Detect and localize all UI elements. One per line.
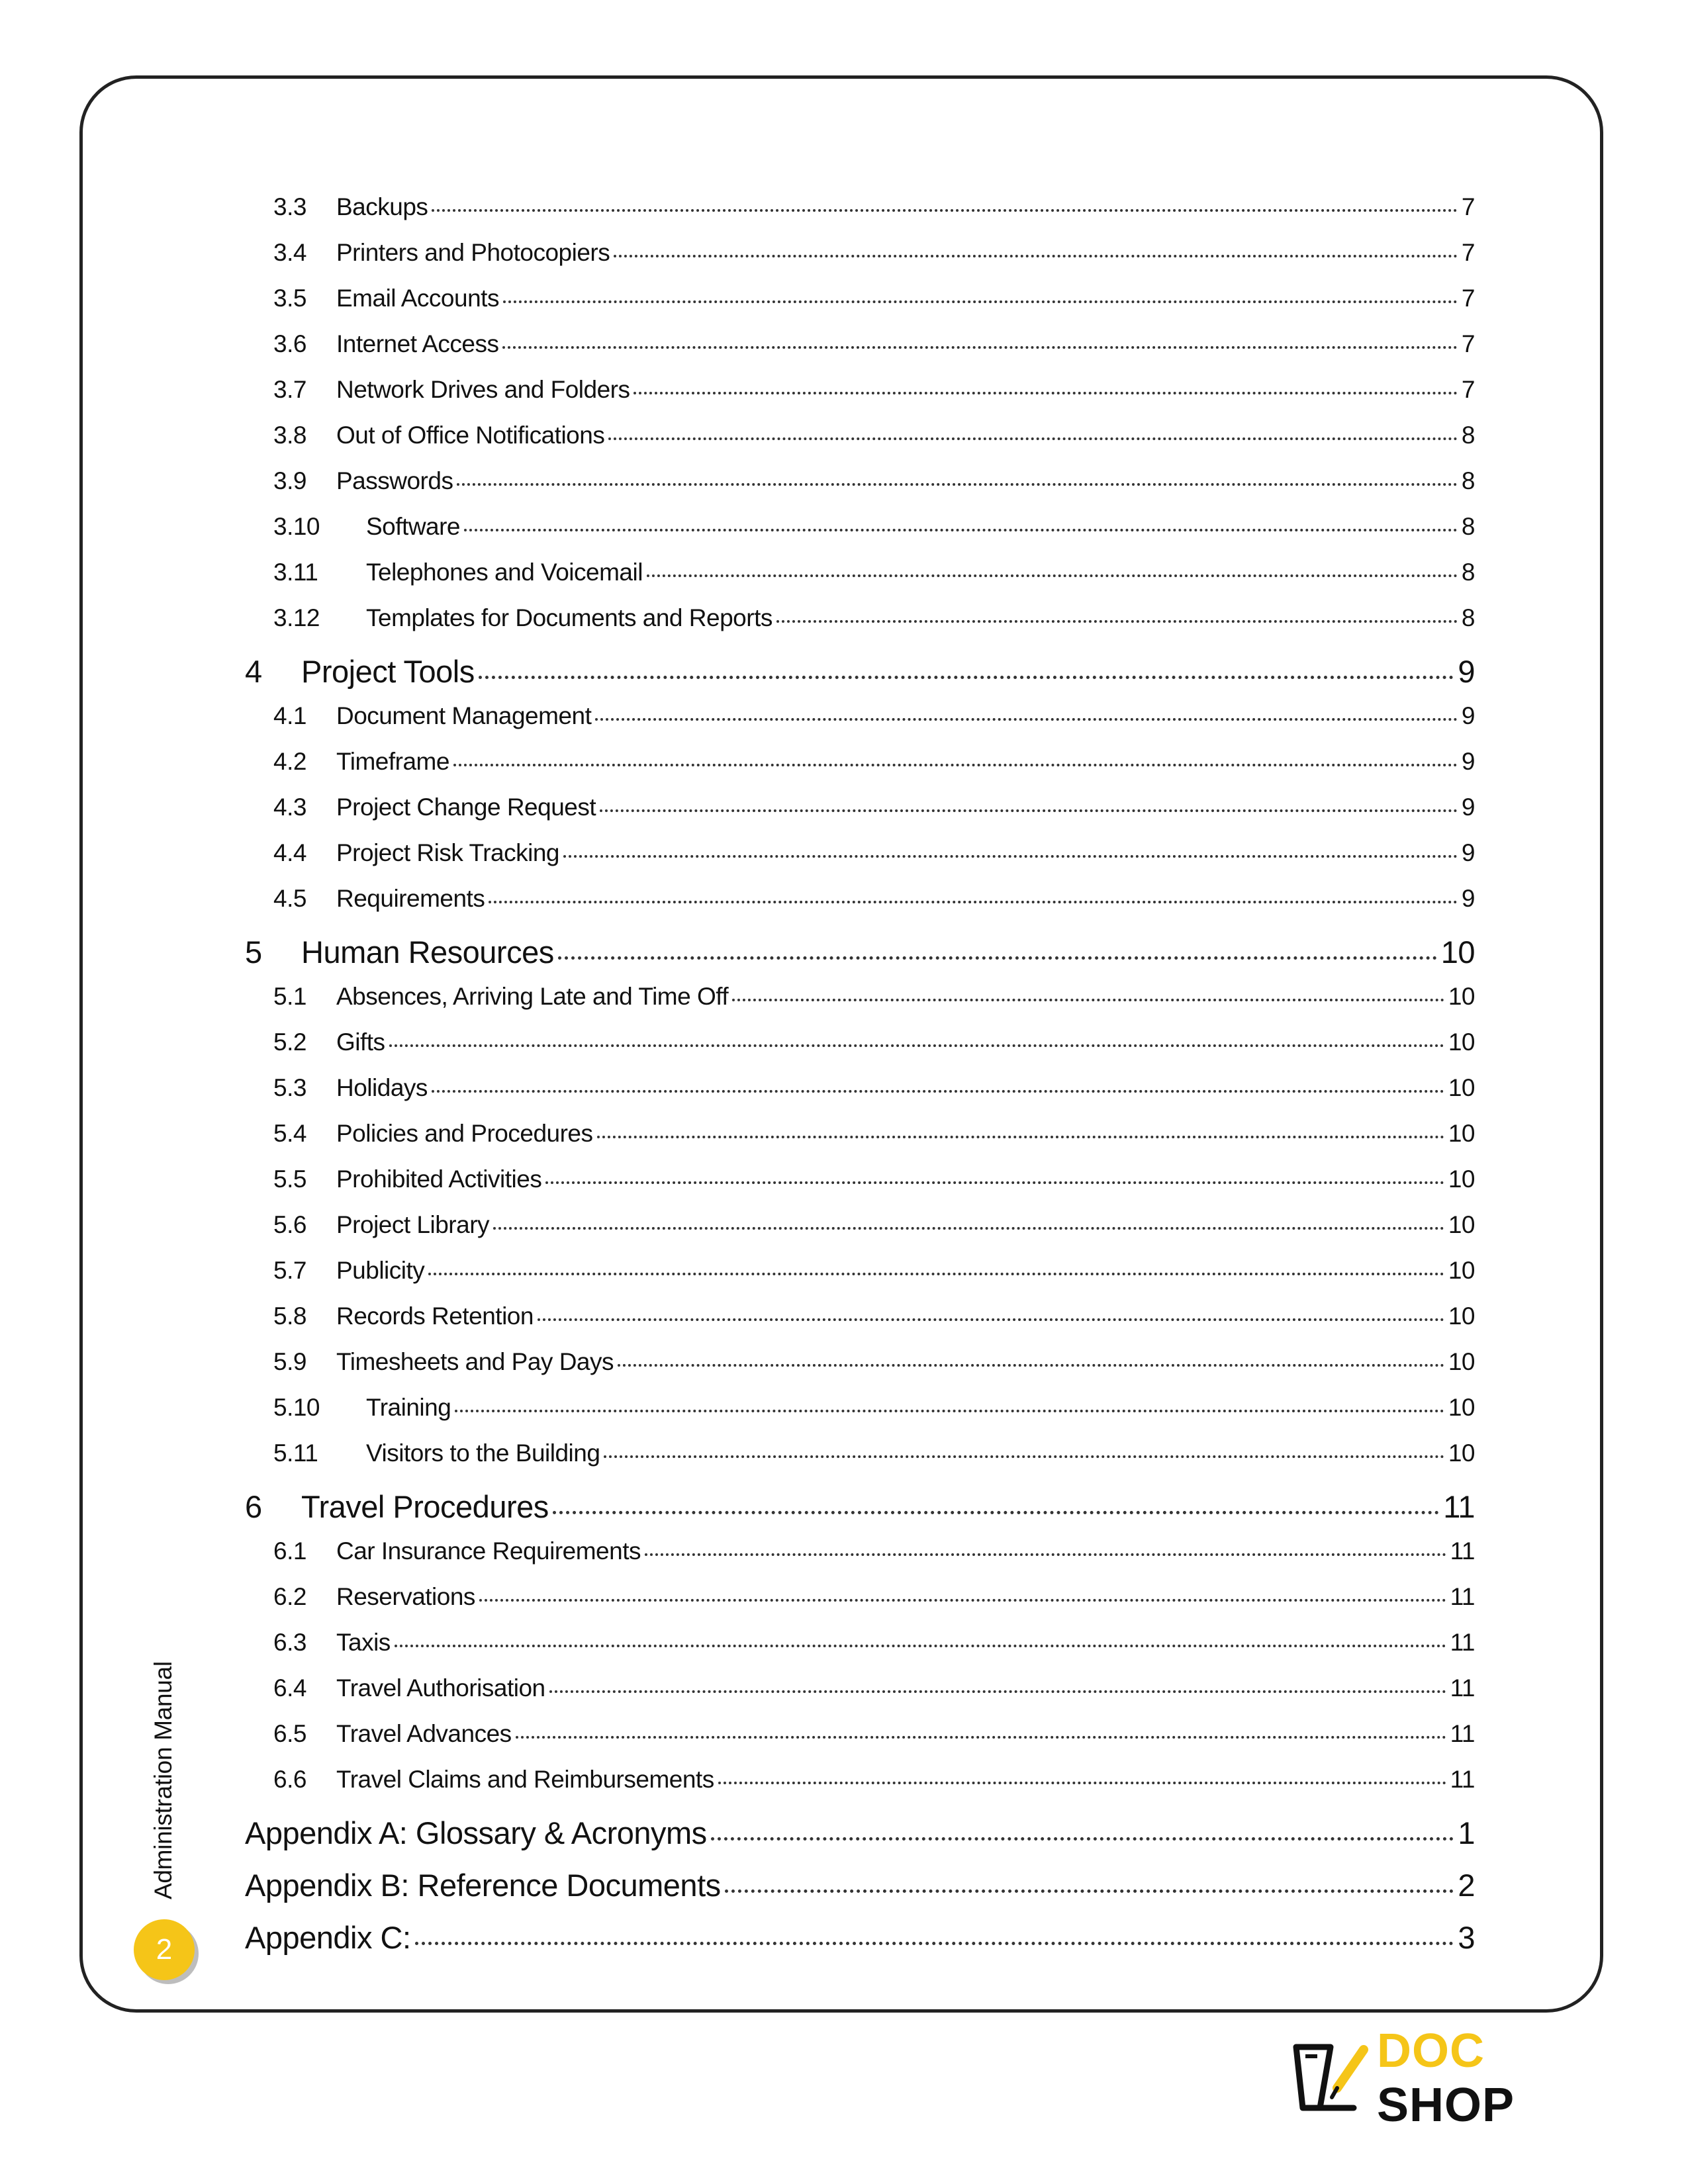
toc-dot-leader (618, 1364, 1444, 1367)
toc-entry-page: 8 (1461, 513, 1475, 540)
toc-entry-title: Travel Procedures (301, 1489, 549, 1524)
toc-entry-number: 5.7 (273, 1257, 306, 1284)
toc-entry-title: Prohibited Activities (336, 1165, 542, 1193)
toc-entry[interactable] (245, 934, 1475, 970)
toc-entry-number: 4 (245, 654, 262, 689)
toc-dot-leader (395, 1645, 1446, 1647)
toc-dot-leader (633, 392, 1457, 394)
toc-entry-number: 3.6 (273, 330, 306, 357)
toc-entry[interactable] (245, 1074, 1475, 1102)
toc-entry[interactable] (245, 1919, 1475, 1956)
toc-dot-leader (389, 1044, 1444, 1047)
toc-entry-title: Travel Advances (336, 1720, 512, 1747)
toc-entry-title: Appendix B: Reference Documents (245, 1868, 721, 1903)
toc-entry-title: Passwords (336, 467, 453, 494)
page-number-badge: 2 (134, 1919, 195, 1980)
toc-entry-page: 11 (1450, 1583, 1475, 1610)
toc-entry-page: 10 (1448, 1348, 1475, 1375)
toc-entry[interactable] (245, 1766, 1475, 1794)
toc-entry-title: Car Insurance Requirements (336, 1537, 641, 1565)
toc-entry-title: Timesheets and Pay Days (336, 1348, 614, 1375)
toc-entry-title: Out of Office Notifications (336, 422, 605, 449)
toc-entry-page: 10 (1448, 1120, 1475, 1147)
toc-entry-page: 8 (1461, 467, 1475, 494)
toc-entry[interactable] (245, 748, 1475, 776)
toc-entry-number: 3.10 (273, 513, 320, 540)
toc-dot-leader (645, 1553, 1446, 1556)
toc-entry[interactable] (245, 1257, 1475, 1285)
toc-entry-number: 3.8 (273, 422, 306, 449)
toc-entry-title: Travel Authorisation (336, 1674, 545, 1702)
toc-entry[interactable] (245, 1394, 1475, 1422)
toc-entry-page: 10 (1448, 1257, 1475, 1284)
toc-entry-number: 4.4 (273, 839, 306, 866)
toc-entry-title: Training (366, 1394, 451, 1421)
toc-dot-leader (711, 1837, 1454, 1841)
toc-dot-leader (503, 300, 1458, 303)
toc-entry-number: 3.5 (273, 285, 306, 312)
toc-dot-leader (432, 209, 1458, 212)
toc-entry-number: 5 (245, 934, 262, 970)
toc-entry[interactable] (245, 1302, 1475, 1330)
toc-dot-leader (453, 764, 1458, 766)
toc-entry-page: 8 (1461, 604, 1475, 631)
toc-entry-page: 10 (1448, 1028, 1475, 1056)
toc-entry-number: 3.9 (273, 467, 306, 494)
toc-entry-page: 10 (1440, 934, 1475, 970)
toc-entry-number: 5.5 (273, 1165, 306, 1193)
toc-entry-page: 9 (1458, 654, 1475, 689)
toc-entry-page: 10 (1448, 1302, 1475, 1330)
toc-entry-page: 11 (1450, 1766, 1475, 1793)
toc-entry-page: 9 (1461, 839, 1475, 866)
toc-dot-leader (732, 999, 1444, 1001)
toc-entry-number: 6 (245, 1489, 262, 1524)
toc-entry-number: 6.4 (273, 1674, 306, 1702)
toc-dot-leader (647, 574, 1458, 577)
toc-entry-title: Human Resources (301, 934, 554, 970)
toc-entry-title: Reservations (336, 1583, 475, 1610)
toc-entry[interactable] (245, 1348, 1475, 1376)
toc-entry-number: 5.11 (273, 1439, 318, 1467)
toc-entry-title: Project Tools (301, 654, 475, 689)
toc-entry-page: 8 (1461, 559, 1475, 586)
toc-entry[interactable] (245, 1211, 1475, 1239)
toc-entry[interactable] (245, 1165, 1475, 1193)
toc-entry-number: 3.4 (273, 239, 306, 266)
toc-entry-page: 10 (1448, 1439, 1475, 1467)
toc-entry-page: 11 (1450, 1629, 1475, 1656)
toc-entry[interactable] (245, 1120, 1475, 1148)
toc-entry-page: 11 (1443, 1489, 1475, 1524)
toc-dot-leader (464, 529, 1458, 531)
toc-entry[interactable] (245, 1537, 1475, 1565)
toc-dot-leader (600, 809, 1458, 812)
toc-entry-page: 7 (1461, 376, 1475, 403)
toc-entry[interactable] (245, 467, 1475, 495)
toc-entry-number: 3.11 (273, 559, 318, 586)
toc-entry[interactable] (245, 376, 1475, 404)
toc-dot-leader (432, 1090, 1444, 1093)
toc-entry-number: 6.6 (273, 1766, 306, 1793)
toc-dot-leader (725, 1889, 1454, 1893)
toc-entry-page: 10 (1448, 1394, 1475, 1421)
toc-dot-leader (479, 1599, 1446, 1602)
toc-entry-number: 5.3 (273, 1074, 306, 1101)
toc-dot-leader (563, 855, 1458, 858)
toc-entry-title: Project Risk Tracking (336, 839, 559, 866)
toc-entry-title: Project Library (336, 1211, 490, 1238)
toc-dot-leader (718, 1782, 1446, 1784)
document-title: Administration Manual (150, 1661, 177, 1899)
toc-entry[interactable] (245, 193, 1475, 221)
toc-entry-number: 5.8 (273, 1302, 306, 1330)
toc-entry-number: 5.4 (273, 1120, 306, 1147)
toc-entry-title: Printers and Photocopiers (336, 239, 610, 266)
toc-entry-page: 10 (1448, 1211, 1475, 1238)
toc-entry[interactable] (245, 983, 1475, 1011)
toc-entry-page: 7 (1461, 330, 1475, 357)
toc-entry-title: Visitors to the Building (366, 1439, 600, 1467)
toc-entry-title: Holidays (336, 1074, 428, 1101)
toc-entry-title: Backups (336, 193, 428, 220)
toc-entry-page: 7 (1461, 239, 1475, 266)
toc-entry-number: 5.9 (273, 1348, 306, 1375)
toc-entry-title: Network Drives and Folders (336, 376, 630, 403)
toc-entry-number: 6.3 (273, 1629, 306, 1656)
toc-entry-title: Software (366, 513, 461, 540)
toc-entry[interactable] (245, 1028, 1475, 1056)
toc-entry-page: 10 (1448, 983, 1475, 1010)
toc-dot-leader (428, 1273, 1444, 1275)
toc-entry-title: Records Retention (336, 1302, 534, 1330)
toc-entry-title: Templates for Documents and Reports (366, 604, 773, 631)
toc-entry[interactable] (245, 885, 1475, 913)
toc-entry-title: Internet Access (336, 330, 499, 357)
toc-entry-page: 1 (1458, 1815, 1475, 1850)
toc-entry[interactable] (245, 239, 1475, 267)
toc-entry[interactable] (245, 422, 1475, 449)
toc-entry-number: 5.1 (273, 983, 306, 1010)
toc-entry-number: 4.2 (273, 748, 306, 775)
toc-entry-number: 6.2 (273, 1583, 306, 1610)
toc-dot-leader (776, 620, 1458, 623)
toc-entry[interactable] (245, 1815, 1475, 1851)
toc-entry-title: Gifts (336, 1028, 385, 1056)
toc-entry-title: Requirements (336, 885, 485, 912)
toc-entry-number: 5.10 (273, 1394, 320, 1421)
toc-entry-title: Telephones and Voicemail (366, 559, 643, 586)
toc-entry[interactable] (245, 702, 1475, 730)
toc-entry-page: 7 (1461, 193, 1475, 220)
toc-dot-leader (516, 1736, 1446, 1739)
toc-dot-leader (538, 1318, 1444, 1321)
document-pencil-icon (1291, 2042, 1370, 2115)
toc-entry-title: Policies and Procedures (336, 1120, 593, 1147)
toc-entry[interactable] (245, 794, 1475, 821)
toc-dot-leader (608, 437, 1458, 440)
toc-entry-number: 3.3 (273, 193, 306, 220)
toc-dot-leader (549, 1690, 1446, 1693)
toc-entry-title: Project Change Request (336, 794, 596, 821)
toc-dot-leader (479, 676, 1454, 679)
toc-dot-leader (597, 1136, 1444, 1138)
toc-entry[interactable] (245, 1629, 1475, 1657)
toc-entry[interactable] (245, 1488, 1475, 1525)
toc-entry-page: 9 (1461, 748, 1475, 775)
toc-entry-page: 7 (1461, 285, 1475, 312)
toc-dot-leader (502, 346, 1457, 349)
toc-entry-number: 3.7 (273, 376, 306, 403)
toc-entry-title: Appendix C: (245, 1920, 411, 1955)
toc-entry-number: 4.1 (273, 702, 306, 729)
toc-entry-title: Document Management (336, 702, 592, 729)
toc-entry-page: 11 (1450, 1720, 1475, 1747)
toc-dot-leader (604, 1455, 1444, 1458)
toc-dot-leader (493, 1227, 1444, 1230)
toc-entry-title: Timeframe (336, 748, 449, 775)
logo-word-doc: DOC (1377, 2025, 1485, 2077)
toc-entry[interactable] (245, 604, 1475, 632)
toc-entry-page: 9 (1461, 885, 1475, 912)
toc-entry-title: Travel Claims and Reimbursements (336, 1766, 714, 1793)
toc-entry-title: Publicity (336, 1257, 425, 1284)
toc-entry-page: 9 (1461, 702, 1475, 729)
doc-shop-logo (1291, 2025, 1622, 2132)
toc-entry-page: 10 (1448, 1165, 1475, 1193)
toc-dot-leader (457, 483, 1457, 486)
toc-entry[interactable] (245, 1720, 1475, 1748)
toc-dot-leader (558, 956, 1437, 960)
toc-entry-page: 9 (1461, 794, 1475, 821)
toc-entry-page: 10 (1448, 1074, 1475, 1101)
toc-entry-page: 11 (1450, 1537, 1475, 1565)
toc-entry[interactable] (245, 653, 1475, 690)
toc-entry[interactable] (245, 330, 1475, 358)
toc-dot-leader (553, 1511, 1439, 1514)
toc-entry[interactable] (245, 559, 1475, 586)
toc-entry[interactable] (245, 1583, 1475, 1611)
toc-entry-number: 6.5 (273, 1720, 306, 1747)
toc-dot-leader (489, 901, 1458, 903)
toc-entry-page: 11 (1450, 1674, 1475, 1702)
toc-entry[interactable] (245, 1867, 1475, 1903)
toc-entry[interactable] (245, 285, 1475, 312)
toc-entry[interactable] (245, 1674, 1475, 1702)
toc-entry-number: 3.12 (273, 604, 320, 631)
toc-entry-page: 8 (1461, 422, 1475, 449)
toc-entry-title: Absences, Arriving Late and Time Off (336, 983, 729, 1010)
toc-entry-page: 2 (1458, 1868, 1475, 1903)
toc-dot-leader (455, 1410, 1444, 1412)
toc-entry[interactable] (245, 839, 1475, 867)
toc-entry-number: 4.3 (273, 794, 306, 821)
toc-dot-leader (595, 718, 1458, 721)
toc-dot-leader (545, 1181, 1444, 1184)
toc-entry-title: Taxis (336, 1629, 391, 1656)
logo-word-shop: SHOP (1377, 2079, 1515, 2132)
toc-dot-leader (415, 1942, 1454, 1945)
toc-entry[interactable] (245, 1439, 1475, 1467)
toc-entry-number: 6.1 (273, 1537, 306, 1565)
toc-entry[interactable] (245, 513, 1475, 541)
toc-entry-number: 4.5 (273, 885, 306, 912)
toc-entry-number: 5.2 (273, 1028, 306, 1056)
toc-entry-title: Appendix A: Glossary & Acronyms (245, 1815, 707, 1850)
toc-entry-page: 3 (1458, 1920, 1475, 1955)
toc-entry-title: Email Accounts (336, 285, 499, 312)
toc-dot-leader (614, 255, 1458, 257)
toc-entry-number: 5.6 (273, 1211, 306, 1238)
